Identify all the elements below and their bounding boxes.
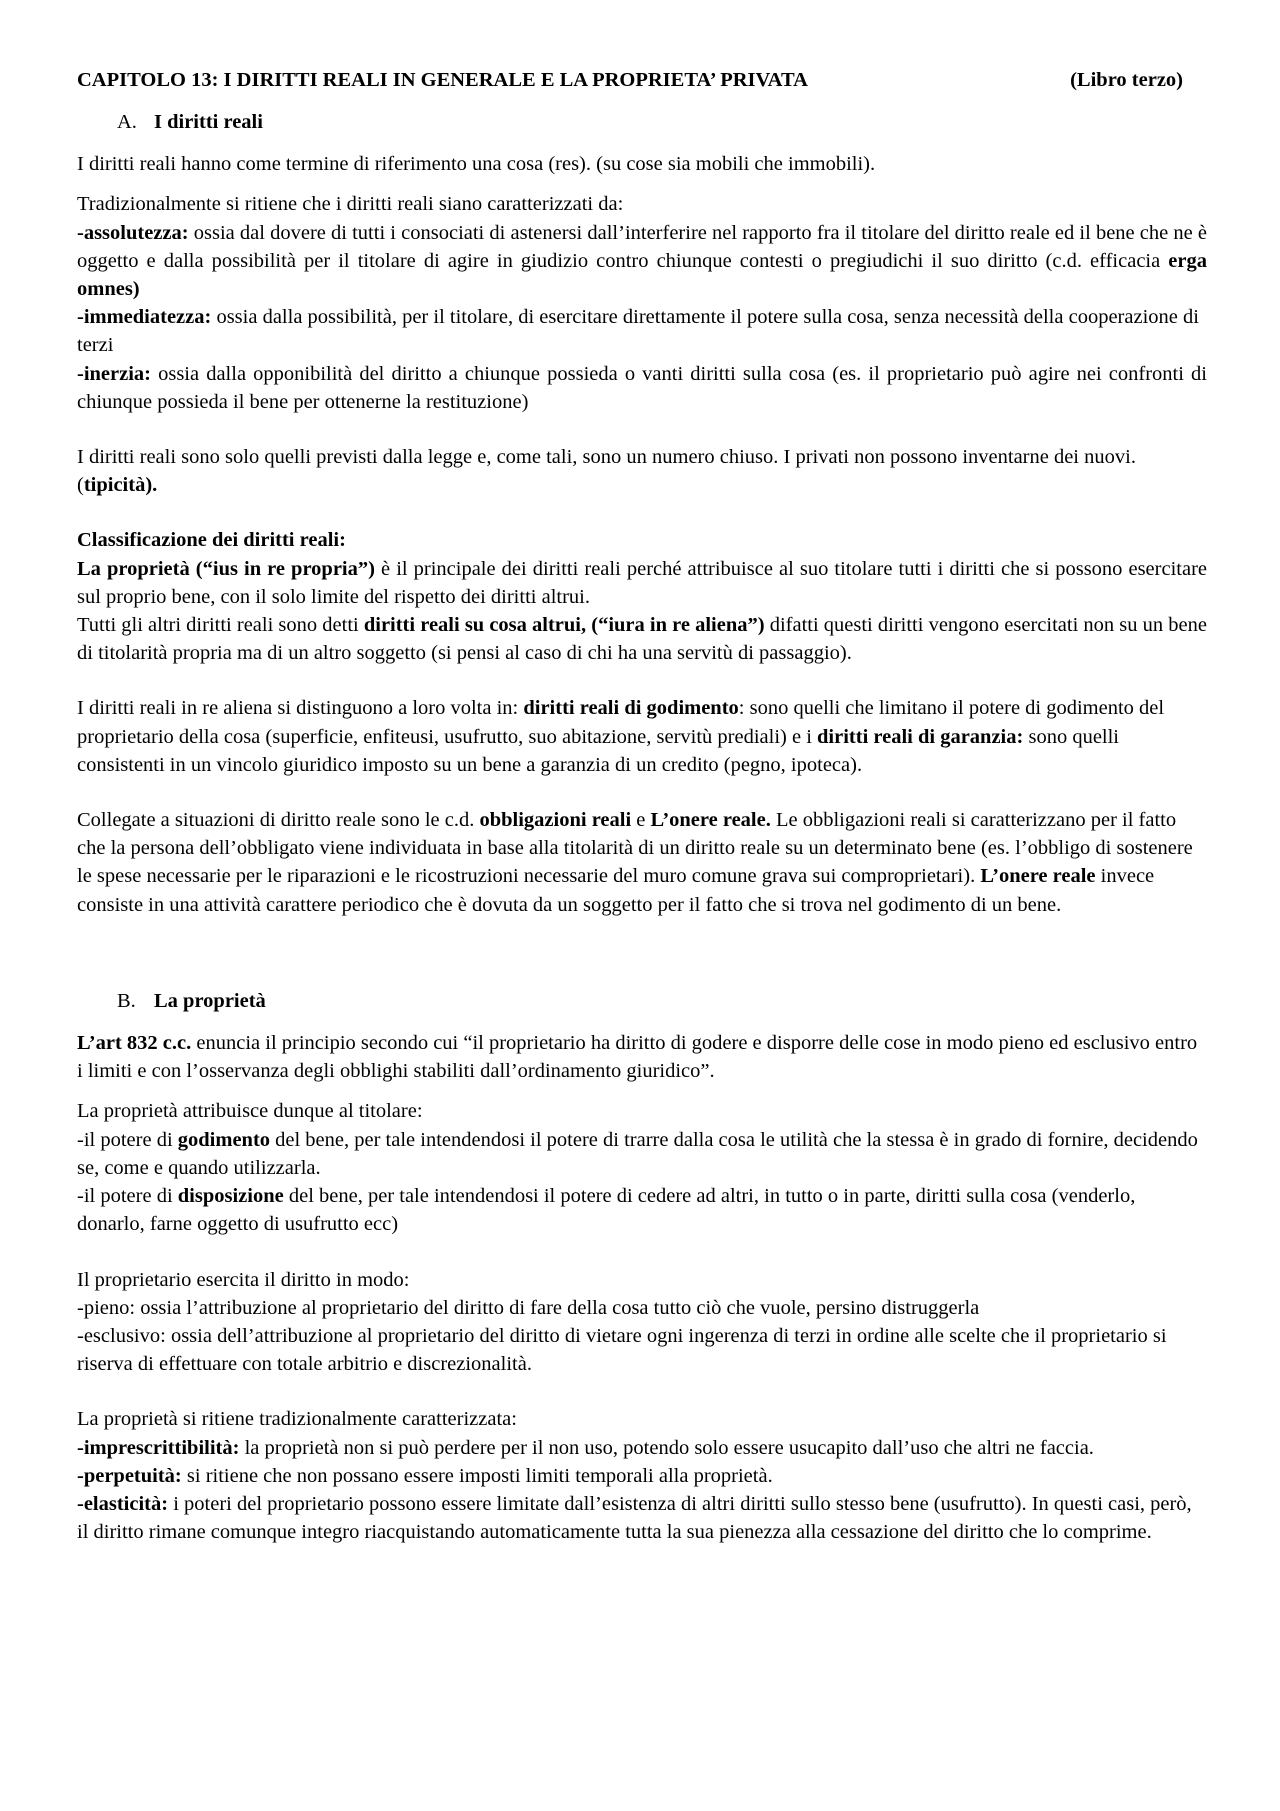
- typicity-text: I diritti reali sono solo quelli previsti dalla legge e, come tali, sono un numero chiuso. I privati non possono inventarne dei nuovi. (: [77, 446, 1136, 497]
- oblig-bold: obbligazioni reali: [479, 809, 632, 832]
- aliena-text: I diritti reali in re aliena si distinguono a loro volta in:: [77, 697, 524, 720]
- trait-bold-end: erga omnes): [77, 249, 1207, 301]
- art-832-paragraph: [77, 1029, 1207, 1085]
- trait-term: -immediatezza:: [77, 306, 212, 329]
- attr-text: del bene, per tale intendendosi il potere di trarre dalla cosa le utilità che la stessa è in grado di fornire, decidendo se, come e quando utilizzarla.: [77, 1128, 1198, 1179]
- section-b-heading: [117, 987, 1207, 1015]
- section-b-title: La proprietà: [154, 989, 266, 1012]
- trait-text: ossia dal dovere di tutti i consociati di astenersi dall’interferire nel rapporto fra il titolare del diritto reale ed il bene che ne è oggetto e dalla possibilità per il titolare di agire in giudizio contro chiunque contesti o pregiudichi il suo diritto (c.d. efficacia: [77, 221, 1207, 272]
- mode-pieno: -pieno: ossia l’attribuzione al proprietario del diritto di fare della cosa tutto ciò che vuole, persino distruggerla: [77, 1296, 980, 1319]
- oblig-text: Collegate a situazioni di diritto reale sono le c.d.: [77, 809, 480, 832]
- obligations-paragraph: [77, 806, 1207, 919]
- mode-lead: Il proprietario esercita il diritto in modo:: [77, 1268, 410, 1291]
- section-b-letter: B.: [117, 989, 136, 1012]
- trait-assolutezza: [77, 219, 1207, 304]
- chapter-title: CAPITOLO 13: I DIRITTI REALI IN GENERALE E LA PROPRIETA’ PRIVATA: [77, 69, 808, 91]
- typicity-paragraph: [77, 443, 1207, 499]
- oblig-bold: L’onere reale.: [650, 809, 771, 832]
- classification-bold: La proprietà (“ius in re propria”): [77, 557, 375, 580]
- trait-term: -inerzia:: [77, 362, 151, 385]
- mode-esclusivo: -esclusivo: ossia dell’attribuzione al proprietario del diritto di vietare ogni ingerenza di terzi in ordine alle scelte che il proprietario si riserva di effettuare con totale arbitrio e discrezionalità.: [77, 1324, 1167, 1376]
- aliena-text: sono quelli consistenti in un vincolo giuridico imposto su un bene a garanzia di un credito (pegno, ipoteca).: [77, 725, 1120, 776]
- char-text: i poteri del proprietario possono essere limitate dall’esistenza di altri diritti sullo stesso bene (usufrutto). In questi casi, però, il diritto rimane comunque integro riacquistando automaticamente tutta la sua pienezza alla cessazione del diritto che lo comprime.: [77, 1492, 1192, 1544]
- classification-text: è il principale dei diritti reali perché attribuisce al suo titolare tutti i diritti che si possono esercitare sul proprio bene, con il solo limite del rispetto dei diritti altrui.: [77, 557, 1207, 608]
- attr-text: -il potere di: [77, 1185, 178, 1208]
- char-text: si ritiene che non possano essere imposti limiti temporali alla proprietà.: [181, 1464, 773, 1487]
- char-perpetuita: [77, 1462, 1207, 1490]
- char-term: -elasticità:: [77, 1492, 169, 1515]
- section-a-title: I diritti reali: [154, 111, 263, 133]
- classification-title: Classificazione dei diritti reali:: [77, 529, 346, 552]
- classification-bold: diritti reali su cosa altrui, (“iura in re aliena”): [363, 614, 765, 637]
- classification-text: Tutti gli altri diritti reali sono detti: [77, 614, 364, 637]
- art-text: enuncia il principio secondo cui “il proprietario ha diritto di godere e disporre delle cose in modo pieno ed esclusivo entro i limiti e con l’osservanza degli obblighi stabiliti dall’ordinamento giuridico”.: [77, 1032, 1198, 1083]
- classification-text: difatti questi diritti vengono esercitati non su un bene di titolarità propria ma di un altro soggetto (si pensi al caso di chi ha una servitù di passaggio).: [77, 614, 1207, 665]
- char-term: -imprescrittibilità:: [77, 1436, 240, 1459]
- char-term: -perpetuità:: [77, 1464, 182, 1487]
- classification-proprieta: [77, 555, 1207, 611]
- classification-aliena: [77, 611, 1207, 667]
- trait-text: ossia dalla possibilità, per il titolare, di esercitare direttamente il potere sulla cosa, senza necessità della cooperazione di terzi: [77, 306, 1199, 357]
- chapter-title-row: [77, 66, 1207, 94]
- document-page: [77, 66, 1207, 1546]
- aliena-paragraph: [77, 694, 1207, 779]
- oblig-bold: L’onere reale: [980, 865, 1096, 888]
- trait-term: -assolutezza:: [77, 221, 189, 244]
- attr-bold: disposizione: [177, 1185, 284, 1208]
- char-text: la proprietà non si può perdere per il non uso, potendo solo essere usucapito dall’uso che altri ne faccia.: [239, 1436, 1094, 1459]
- aliena-bold: diritti reali di godimento: [523, 697, 739, 720]
- section-a-letter: A.: [117, 111, 137, 133]
- attributes-lead: La proprietà attribuisce dunque al titolare:: [77, 1100, 423, 1123]
- typicity-bold: tipicità).: [83, 474, 158, 497]
- trait-text: ossia dalla opponibilità del diritto a chiunque possieda o vanti diritti sulla cosa (es. il proprietario può agire nei confronti di chiunque possieda il bene per ottenerne la restituzione): [77, 362, 1207, 413]
- attribute-godimento: [77, 1126, 1207, 1182]
- attr-text: del bene, per tale intendendosi il potere di cedere ad altri, in tutto o in parte, diritti sulla cosa (venderlo, donarlo, farne oggetto di usufrutto ecc): [77, 1185, 1136, 1236]
- oblig-text: Le obbligazioni reali si caratterizzano per il fatto che la persona dell’obbligato viene individuata in base alla titolarità di un diritto reale su un determinato bene (es. l’obbligo di sostenere le spese necessarie per le riparazioni e le ricostruzioni necessarie del muro comune grava sui comproprietari).: [77, 809, 1193, 888]
- book-label: (Libro terzo): [1070, 69, 1183, 91]
- characteristics-lead: La proprietà si ritiene tradizionalmente caratterizzata:: [77, 1408, 517, 1431]
- char-elasticita: [77, 1490, 1207, 1546]
- classification-heading: [77, 526, 1207, 554]
- oblig-text: invece consiste in una attività carattere periodico che è dovuta da un soggetto per il fatto che si trova nel godimento di un bene.: [77, 865, 1155, 916]
- attribute-disposizione: [77, 1182, 1207, 1238]
- char-imprescrittibilita: [77, 1434, 1207, 1462]
- trait-inerzia: [77, 360, 1207, 416]
- aliena-text: : sono quelli che limitano il potere di godimento del proprietario della cosa (superficie, enfiteusi, usufrutto, suo abitazione, servitù prediali) e i: [77, 697, 1165, 748]
- trait-immediatezza: [77, 303, 1207, 359]
- aliena-bold: diritti reali di garanzia:: [817, 725, 1024, 748]
- traits-lead: Tradizionalmente si ritiene che i diritti reali siano caratterizzati da:: [77, 193, 624, 216]
- attr-bold: godimento: [177, 1128, 271, 1151]
- intro-paragraph: I diritti reali hanno come termine di riferimento una cosa (res). (su cose sia mobili che immobili).: [77, 153, 876, 176]
- attr-text: -il potere di: [77, 1128, 178, 1151]
- section-a-heading: [117, 108, 1207, 136]
- oblig-text: e: [631, 809, 651, 832]
- art-bold: L’art 832 c.c.: [77, 1032, 192, 1055]
